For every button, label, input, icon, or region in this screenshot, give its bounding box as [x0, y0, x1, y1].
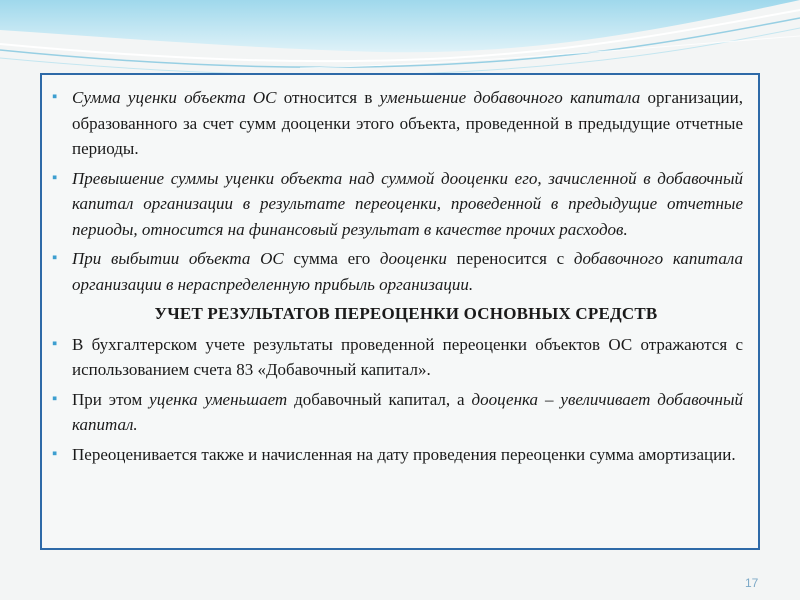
- paragraph-text: уменьшение добавочного капитала: [379, 88, 641, 107]
- page-number: 17: [745, 576, 759, 590]
- top-paragraphs: [52, 85, 744, 297]
- bullet-paragraph: [52, 246, 744, 297]
- paragraph-text: сумма его: [283, 249, 380, 268]
- section-heading: УЧЕТ РЕЗУЛЬТАТОВ ПЕРЕОЦЕНКИ ОСНОВНЫХ СРЕДСТВ: [154, 304, 658, 323]
- paragraph-text: дооценка – увеличивает добавочный капитал.: [72, 389, 743, 434]
- paragraph-text: относится в: [276, 88, 380, 107]
- paragraph-text: При этом: [72, 389, 150, 409]
- bottom-paragraphs: [52, 332, 743, 468]
- paragraph-text: Сумма уценки объекта ОС: [72, 88, 277, 107]
- bullet-icon: ▪: [52, 390, 58, 407]
- paragraph-text: добавочный капитал, а: [287, 389, 472, 409]
- bullet-paragraph: [52, 166, 743, 243]
- content-frame: [40, 73, 760, 550]
- bullet-icon: ▪: [52, 169, 58, 186]
- paragraph-text: организации, образованного за счет сумм дооценки этого объекта, проведенной в предыдущие отчетные периоды.: [72, 88, 743, 158]
- paragraph-text: Переоценивается также и начисленная на дату проведения переоценки сумма амортизации.: [72, 444, 736, 464]
- bullet-paragraph: [52, 85, 743, 162]
- bullet-paragraph: [52, 332, 743, 383]
- paragraph-text: уценка уменьшает: [149, 389, 288, 409]
- bullet-icon: ▪: [52, 335, 58, 352]
- bullet-paragraph: [52, 442, 743, 468]
- bullet-icon: ▪: [52, 89, 58, 105]
- paragraph-text: Превышение суммы уценки объекта над суммой дооценки его, зачисленной в добавочный капитал организации в результате переоценки, проведенной в предыдущие отчетные периоды, относится на финансовый результат в качестве прочих расходов.: [72, 168, 743, 239]
- paragraph-text: дооценки: [379, 249, 447, 268]
- paragraph-text: добавочного капитала организации в нераспределенную прибыль организации.: [72, 249, 744, 294]
- paragraph-text: В бухгалтерском учете результаты проведенной переоценки объектов ОС отражаются с использованием счета 83 «Добавочный капитал».: [72, 334, 743, 379]
- bullet-paragraph: [52, 387, 743, 438]
- paragraph-text: переносится с: [446, 249, 574, 268]
- paragraph-text: При выбытии объекта ОС: [72, 249, 284, 268]
- bullet-icon: ▪: [52, 445, 58, 462]
- bullet-icon: ▪: [52, 250, 58, 266]
- slide-content: [52, 85, 744, 471]
